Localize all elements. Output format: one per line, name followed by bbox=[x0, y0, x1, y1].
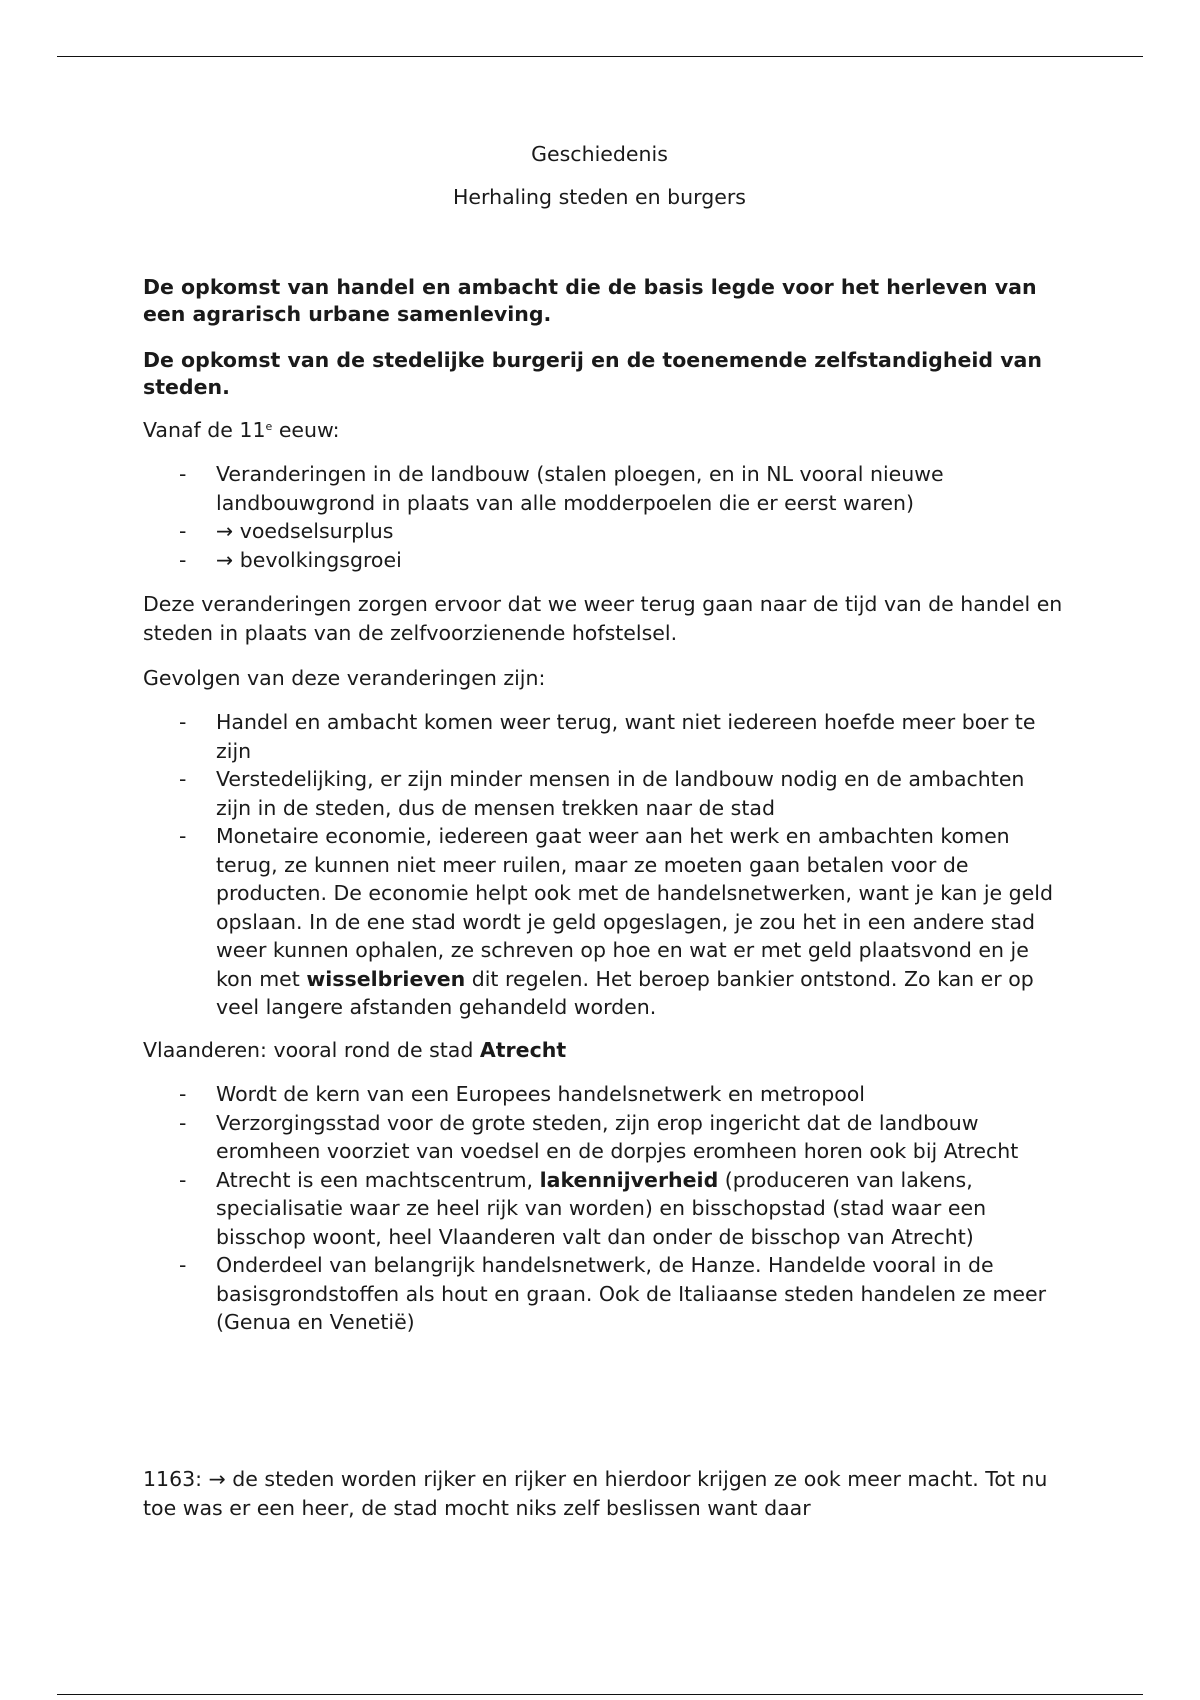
atrecht-list bbox=[143, 1080, 1063, 1337]
list-item-text: Atrecht is een machtscentrum, bbox=[216, 1167, 540, 1192]
list-item-text: → voedselsurplus bbox=[216, 519, 394, 543]
list-bullet: - bbox=[179, 824, 187, 848]
list-item bbox=[143, 1080, 1063, 1109]
term-wisselbrieven: wisselbrieven bbox=[306, 966, 466, 991]
section-heading-2: De opkomst van de stedelijke burgerij en de toenemende zelfstandigheid van steden. bbox=[143, 348, 1042, 399]
list-bullet: - bbox=[179, 519, 187, 543]
list-item bbox=[143, 1251, 1063, 1337]
list-item-text: Verstedelijking, er zijn minder mensen in de landbouw nodig en de ambachten zijn in de steden, dus de mensen trekken naar de stad bbox=[216, 767, 1025, 820]
gevolgen-list bbox=[143, 708, 1063, 1022]
paragraph-vlaanderen bbox=[143, 1036, 1063, 1065]
paragraph-1163: 1163: → de steden worden rijker en rijker en hierdoor krijgen ze ook meer macht. Tot nu toe was er een heer, de stad mocht niks zelf beslissen want daar bbox=[143, 1467, 1048, 1520]
list-item bbox=[143, 517, 1063, 546]
list-bullet: - bbox=[179, 462, 187, 486]
list-item bbox=[143, 1109, 1063, 1166]
intro-paragraph bbox=[143, 416, 1063, 445]
page-top-rule bbox=[57, 56, 1143, 57]
landbouw-list bbox=[143, 460, 1063, 574]
list-bullet: - bbox=[179, 710, 187, 734]
paragraph-veranderingen: Deze veranderingen zorgen ervoor dat we weer terug gaan naar de tijd van de handel en steden in plaats van de zelfvoorzienende hofstelsel. bbox=[143, 592, 1063, 645]
list-item-text: Verzorgingsstad voor de grote steden, zijn erop ingericht dat de landbouw eromheen voorziet van voedsel en de dorpjes eromheen horen ook bij Atrecht bbox=[216, 1110, 1019, 1163]
list-item bbox=[143, 822, 1063, 1022]
page-bottom-rule bbox=[57, 1694, 1143, 1695]
list-item bbox=[143, 460, 1063, 517]
list-item bbox=[143, 708, 1063, 765]
term-lakennijverheid: lakennijverheid bbox=[539, 1167, 719, 1192]
list-item-text: Wordt de kern van een Europees handelsnetwerk en metropool bbox=[216, 1082, 865, 1106]
list-item-text: dit regelen. Het beroep bankier ontstond. Zo kan er op veel langere afstanden gehandeld worden. bbox=[216, 966, 1034, 1019]
list-bullet: - bbox=[179, 1253, 187, 1277]
term-atrecht: Atrecht bbox=[479, 1038, 567, 1062]
list-item-text: Veranderingen in de landbouw (stalen ploegen, en in NL vooral nieuwe landbouwgrond in plaats van alle modderpoelen die er eerst waren) bbox=[216, 462, 944, 515]
document-subtitle: Herhaling steden en burgers bbox=[453, 185, 746, 209]
intro-superscript: e bbox=[265, 420, 273, 433]
list-item-text: → bevolkingsgroei bbox=[216, 547, 402, 572]
list-item bbox=[143, 546, 1063, 575]
list-bullet: - bbox=[179, 1167, 187, 1192]
list-item-text: (produceren van lakens, specialisatie waar ze heel rijk van worden) en bisschopstad (stad waar een bisschop woont, heel Vlaanderen valt dan onder de bisschop van Atrecht) bbox=[216, 1167, 987, 1249]
paragraph-gevolgen: Gevolgen van deze veranderingen zijn: bbox=[143, 666, 546, 690]
document-title: Geschiedenis bbox=[531, 142, 668, 166]
list-item bbox=[143, 765, 1063, 822]
list-bullet: - bbox=[179, 1082, 187, 1106]
intro-prefix: Vanaf de 11 bbox=[143, 418, 266, 442]
vlaanderen-text: Vlaanderen: vooral rond de stad bbox=[143, 1038, 480, 1062]
list-item-text: Monetaire economie, iedereen gaat weer aan het werk en ambachten komen terug, ze kunnen niet meer ruilen, maar ze moeten gaan betalen voor de producten. De economie helpt ook met de handelsnetwerken, want je kan je geld opslaan. In de ene stad wordt je geld opgeslagen, je zou het in een andere stad weer kunnen ophalen, ze schreven op hoe en wat er met geld plaatsvond en je kon met bbox=[216, 824, 1053, 991]
list-bullet: - bbox=[179, 1110, 187, 1135]
list-item bbox=[143, 1166, 1063, 1252]
list-bullet: - bbox=[179, 547, 187, 572]
list-bullet: - bbox=[179, 767, 187, 791]
list-item-text: Onderdeel van belangrijk handelsnetwerk, de Hanze. Handelde vooral in de basisgrondstoffen als hout en graan. Ook de Italiaanse steden handelen ze meer (Genua en Venetië) bbox=[216, 1253, 1047, 1334]
list-item-text: Handel en ambacht komen weer terug, want niet iedereen hoefde meer boer te zijn bbox=[216, 710, 1036, 763]
section-heading-1: De opkomst van handel en ambacht die de basis legde voor het herleven van een agrarisch urbane samenleving. bbox=[143, 275, 1037, 326]
intro-suffix: eeuw: bbox=[272, 418, 340, 442]
